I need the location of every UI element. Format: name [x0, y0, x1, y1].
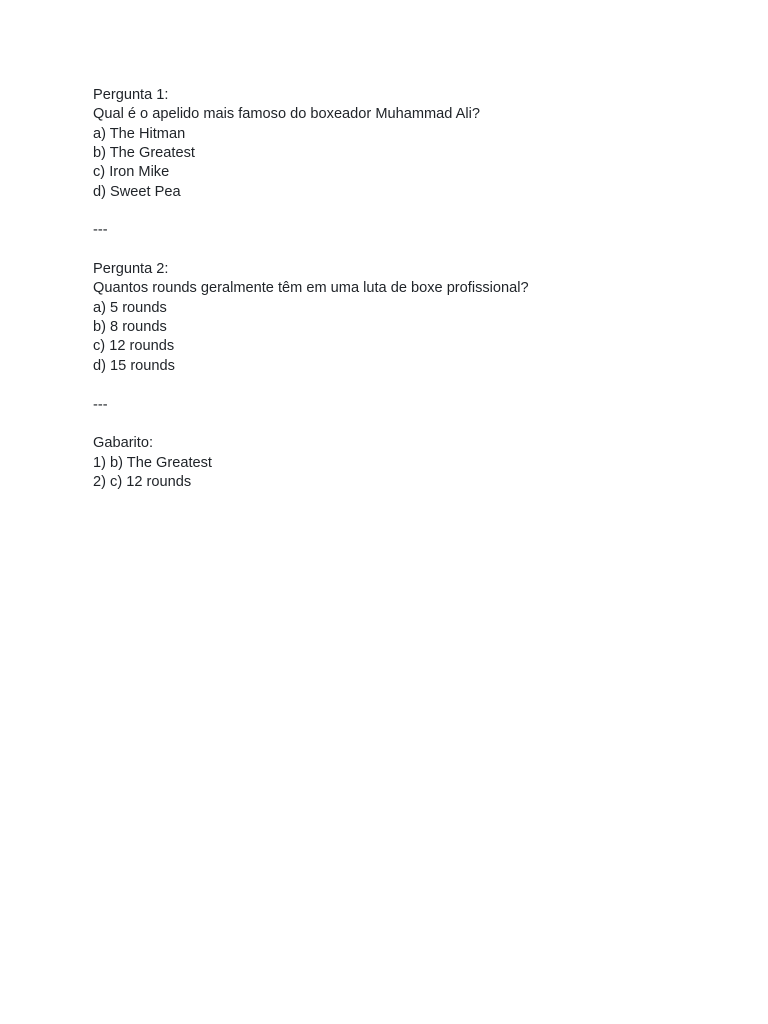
- separator-1: ---: [93, 222, 108, 239]
- question-1-option-d: d) Sweet Pea: [93, 183, 181, 200]
- document-page: [93, 86, 733, 492]
- question-2-option-d: d) 15 rounds: [93, 357, 175, 374]
- question-2-block: [93, 260, 733, 376]
- separator-2: ---: [93, 396, 108, 413]
- blank-line: [93, 415, 733, 434]
- question-2-heading: Pergunta 2:: [93, 261, 169, 278]
- blank-line: [93, 376, 733, 395]
- question-1-block: [93, 86, 733, 202]
- answer-key-heading: Gabarito:: [93, 435, 154, 452]
- blank-line: [93, 241, 733, 260]
- question-1-option-b: b) The Greatest: [93, 145, 195, 162]
- question-1-option-a: a) The Hitman: [93, 125, 186, 142]
- question-1-option-c: c) Iron Mike: [93, 164, 170, 181]
- answer-key-item: 2) c) 12 rounds: [93, 473, 192, 490]
- question-1-heading: Pergunta 1:: [93, 87, 169, 103]
- blank-line: [93, 202, 733, 221]
- question-2-text: Quantos rounds geralmente têm em uma luta de boxe profissional?: [93, 280, 529, 297]
- answer-key-block: [93, 434, 733, 492]
- answer-key-item: 1) b) The Greatest: [93, 454, 212, 471]
- question-2-option-a: a) 5 rounds: [93, 299, 167, 316]
- question-2-option-b: b) 8 rounds: [93, 319, 167, 336]
- question-2-option-c: c) 12 rounds: [93, 338, 175, 355]
- question-1-text: Qual é o apelido mais famoso do boxeador Muhammad Ali?: [93, 106, 480, 123]
